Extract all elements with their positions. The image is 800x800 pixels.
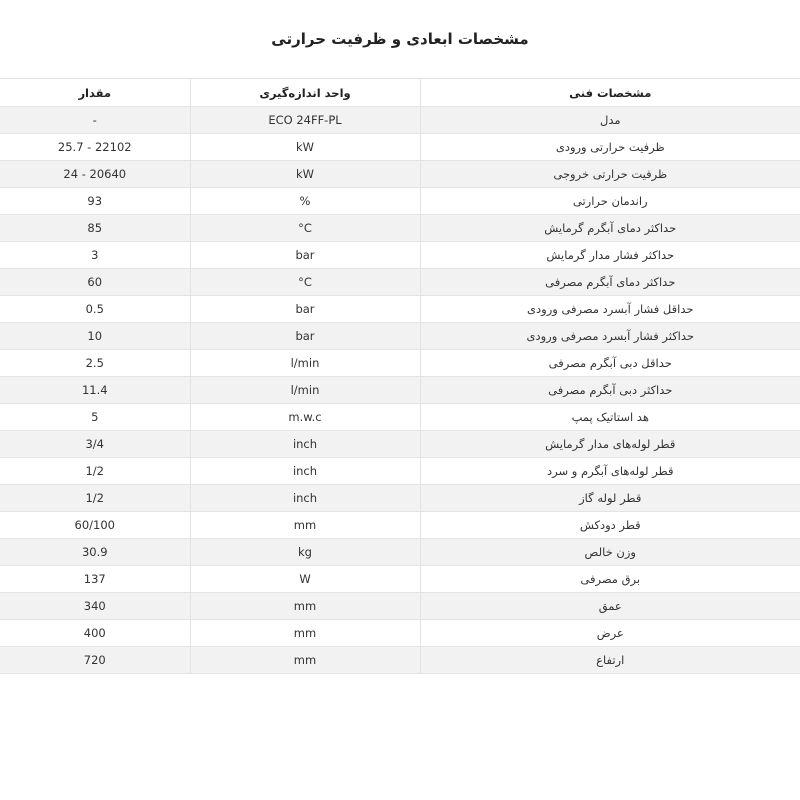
header-value: مقدار xyxy=(0,79,190,107)
table-row xyxy=(0,539,800,566)
row-value: 1/2 xyxy=(0,485,190,512)
row-unit: mm xyxy=(190,620,420,647)
row-value: 720 xyxy=(0,647,190,674)
table-row xyxy=(0,620,800,647)
row-spec: حداکثر دبی آبگرم مصرفی xyxy=(420,377,800,404)
table-row xyxy=(0,323,800,350)
row-spec: حداکثر دمای آبگرم گرمایش xyxy=(420,215,800,242)
row-unit: mm xyxy=(190,512,420,539)
table-row xyxy=(0,512,800,539)
row-spec: ارتفاع xyxy=(420,647,800,674)
row-value: 25.7 - 22102 xyxy=(0,134,190,161)
table-row xyxy=(0,377,800,404)
table-row xyxy=(0,593,800,620)
header-spec: مشخصات فنی xyxy=(420,79,800,107)
row-spec: حداکثر فشار آبسرد مصرفی ورودی xyxy=(420,323,800,350)
table-row xyxy=(0,161,800,188)
row-spec: قطر لوله‌های آبگرم و سرد xyxy=(420,458,800,485)
row-value: 30.9 xyxy=(0,539,190,566)
table-row xyxy=(0,458,800,485)
table-row xyxy=(0,350,800,377)
row-value: 3 xyxy=(0,242,190,269)
table-row xyxy=(0,269,800,296)
row-value: 1/2 xyxy=(0,458,190,485)
row-unit: mm xyxy=(190,593,420,620)
row-unit: bar xyxy=(190,296,420,323)
row-spec: مدل xyxy=(420,107,800,134)
row-unit: °C xyxy=(190,215,420,242)
row-unit: bar xyxy=(190,323,420,350)
row-unit: % xyxy=(190,188,420,215)
row-unit: l/min xyxy=(190,377,420,404)
row-value: 10 xyxy=(0,323,190,350)
table-row xyxy=(0,404,800,431)
row-value: 11.4 xyxy=(0,377,190,404)
row-unit: kg xyxy=(190,539,420,566)
table-header-row xyxy=(0,79,800,107)
row-spec: عرض xyxy=(420,620,800,647)
row-spec: هد استاتیک پمپ xyxy=(420,404,800,431)
row-value: - xyxy=(0,107,190,134)
row-value: 340 xyxy=(0,593,190,620)
row-unit: kW xyxy=(190,134,420,161)
table-row xyxy=(0,215,800,242)
row-value: 400 xyxy=(0,620,190,647)
row-spec: عمق xyxy=(420,593,800,620)
row-unit: inch xyxy=(190,431,420,458)
table-row xyxy=(0,296,800,323)
spec-table xyxy=(0,78,800,674)
header-unit: واحد اندازه‌گیری xyxy=(190,79,420,107)
table-row xyxy=(0,107,800,134)
row-value: 5 xyxy=(0,404,190,431)
row-value: 0.5 xyxy=(0,296,190,323)
row-value: 3/4 xyxy=(0,431,190,458)
row-unit: m.w.c xyxy=(190,404,420,431)
table-row xyxy=(0,485,800,512)
table-row xyxy=(0,647,800,674)
row-unit: W xyxy=(190,566,420,593)
row-unit: kW xyxy=(190,161,420,188)
row-spec: راندمان حرارتی xyxy=(420,188,800,215)
table-row xyxy=(0,431,800,458)
page-title: مشخصات ابعادی و ظرفیت حرارتی xyxy=(271,30,529,48)
row-unit: ECO 24FF-PL xyxy=(190,107,420,134)
row-spec: قطر لوله‌های مدار گرمایش xyxy=(420,431,800,458)
row-spec: قطر دودکش xyxy=(420,512,800,539)
row-value: 2.5 xyxy=(0,350,190,377)
row-unit: mm xyxy=(190,647,420,674)
table-row xyxy=(0,188,800,215)
row-unit: bar xyxy=(190,242,420,269)
table-row xyxy=(0,134,800,161)
row-value: 137 xyxy=(0,566,190,593)
row-value: 60 xyxy=(0,269,190,296)
row-spec: وزن خالص xyxy=(420,539,800,566)
row-unit: °C xyxy=(190,269,420,296)
row-value: 24 - 20640 xyxy=(0,161,190,188)
row-unit: inch xyxy=(190,458,420,485)
row-value: 60/100 xyxy=(0,512,190,539)
row-value: 93 xyxy=(0,188,190,215)
row-unit: inch xyxy=(190,485,420,512)
table-row xyxy=(0,242,800,269)
row-spec: حداکثر دمای آبگرم مصرفی xyxy=(420,269,800,296)
row-spec: برق مصرفی xyxy=(420,566,800,593)
row-unit: l/min xyxy=(190,350,420,377)
table-row xyxy=(0,566,800,593)
row-spec: ظرفیت حرارتی ورودی xyxy=(420,134,800,161)
row-spec: ظرفیت حرارتی خروجی xyxy=(420,161,800,188)
row-spec: قطر لوله گاز xyxy=(420,485,800,512)
row-spec: حداکثر فشار مدار گرمایش xyxy=(420,242,800,269)
row-spec: حداقل دبی آبگرم مصرفی xyxy=(420,350,800,377)
row-value: 85 xyxy=(0,215,190,242)
row-spec: حداقل فشار آبسرد مصرفی ورودی xyxy=(420,296,800,323)
